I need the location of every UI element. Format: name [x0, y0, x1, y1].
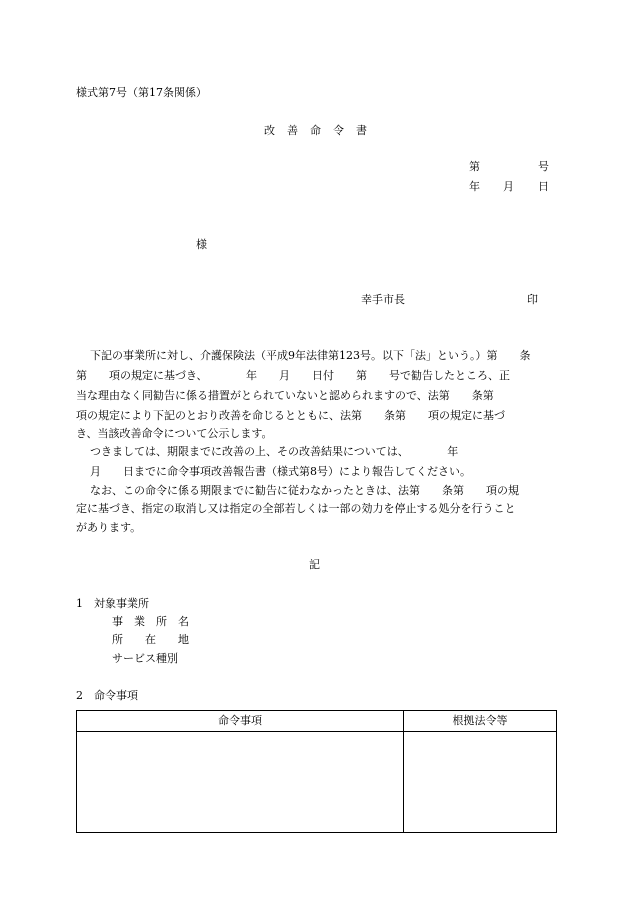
- paragraph-line: 項の規定により下記のとおり改善を命じるとともに、法第 条第 項の規定に基づ: [76, 409, 505, 422]
- orders-table: [76, 710, 557, 833]
- form-number: 様式第7号（第17条関係）: [76, 86, 207, 99]
- issuer-name: 幸手市長: [361, 293, 405, 306]
- title-char: 命: [310, 124, 321, 137]
- ki-heading: 記: [309, 558, 320, 571]
- doc-number-go: 号: [538, 160, 549, 173]
- paragraph-line: つきましては、期限までに改善の上、その改善結果については、 年: [90, 445, 459, 458]
- addressee-suffix: 様: [196, 238, 207, 251]
- date-day: 日: [538, 180, 549, 193]
- title-char: 改: [264, 124, 275, 137]
- title-char: 令: [333, 124, 344, 137]
- paragraph-line: き、当該改善命令について公示します。: [76, 427, 273, 440]
- document-title: [258, 124, 373, 137]
- facility-address-label: 所 在 地: [112, 633, 189, 646]
- table-header-legal-basis: 根拠法令等: [404, 711, 557, 732]
- title-char: 書: [356, 124, 367, 137]
- title-char: 善: [287, 124, 298, 137]
- date-month: 月: [503, 180, 514, 193]
- date-year: 年: [469, 180, 480, 193]
- table-header-orders: 命令事項: [77, 711, 404, 732]
- service-type-label: サービス種別: [112, 652, 178, 665]
- orders-cell[interactable]: [77, 732, 404, 833]
- paragraph-line: 下記の事業所に対し、介護保険法（平成9年法律第123号。以下「法」という。）第 条: [90, 349, 531, 362]
- section1-heading: 1 対象事業所: [76, 597, 149, 610]
- paragraph-line: なお、この命令に係る期限までに勧告に従わなかったときは、法第 条第 項の規: [90, 484, 519, 497]
- doc-number-dai: 第: [469, 160, 480, 173]
- paragraph-line: 当な理由なく同勧告に係る措置がとられていないと認められますので、法第 条第: [76, 389, 494, 402]
- paragraph-line: 月 日までに命令事項改善報告書（様式第8号）により報告してください。: [90, 465, 471, 478]
- issuer-seal: 印: [527, 293, 538, 306]
- facility-name-label: 事 業 所 名: [112, 615, 189, 628]
- paragraph-line: 第 項の規定に基づき、 年 月 日付 第 号で勧告したところ、正: [76, 369, 511, 382]
- section2-heading: 2 命令事項: [76, 689, 138, 702]
- paragraph-line: 定に基づき、指定の取消し又は指定の全部若しくは一部の効力を停止する処分を行うこと: [76, 502, 516, 515]
- paragraph-line: があります。: [76, 521, 142, 534]
- legal-basis-cell[interactable]: [404, 732, 557, 833]
